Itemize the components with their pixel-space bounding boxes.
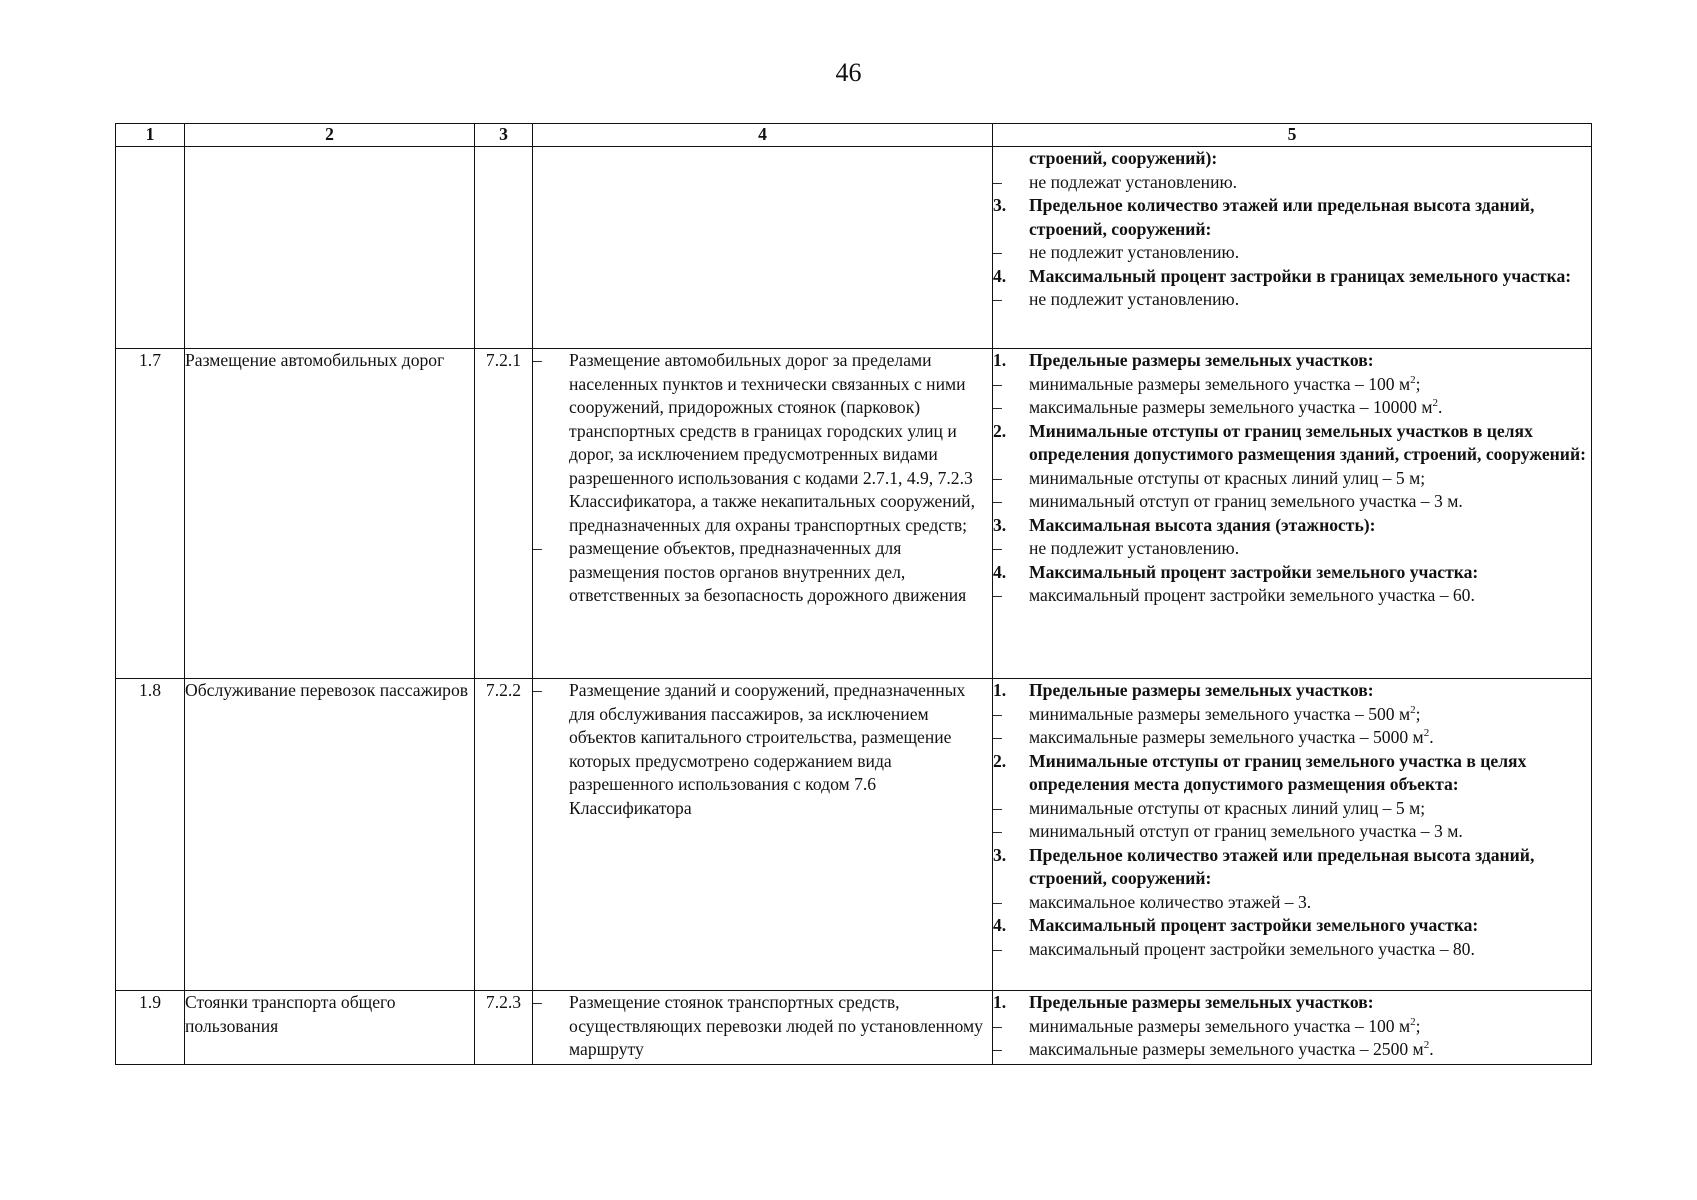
list-text: строений, сооружений):: [1029, 148, 1218, 168]
list-text: Максимальная высота здания (этажность):: [1029, 514, 1376, 535]
list-item: [993, 1015, 1591, 1039]
cell-name: [185, 147, 475, 349]
cell-name: Стоянки транспорта общего пользования: [185, 991, 475, 1065]
cell-num: 1.7: [116, 349, 185, 679]
table-row-continuation: [116, 147, 1592, 349]
cell-description: [533, 147, 993, 349]
list-text: минимальные размеры земельного участка – 100 $м^2$;: [1029, 1015, 1421, 1036]
list-item: [993, 396, 1591, 420]
list-marker: 4.: [993, 915, 1007, 935]
list-marker: –: [533, 350, 542, 370]
list-text: Максимальный процент застройки в границах земельного участка:: [1029, 265, 1572, 286]
list-text: Предельное количество этажей или предельная высота зданий, строений, сооружений:: [1029, 844, 1535, 888]
list-marker: –: [993, 703, 1002, 724]
list-marker: –: [993, 1015, 1002, 1036]
table-row: [116, 349, 1592, 679]
list-marker: 3.: [993, 514, 1007, 535]
list-text: максимальный процент застройки земельного участка – 60.: [1029, 585, 1475, 605]
table-row: [116, 679, 1592, 991]
list-text: не подлежит установлению.: [1029, 289, 1240, 309]
list-item: [993, 194, 1591, 241]
cell-parameters: [993, 147, 1592, 349]
list-item: [993, 241, 1591, 265]
list-text: Размещение автомобильных дорог за пределами населенных пунктов и технически связанных с ними сооружений, придорожных стоянок (парковок) транспортных средств в границах городских улиц и дорог, за исключением предусмотренных видами разрешенного использования с кодами 2.7.1, 4.9, 7.2.3 Классификатора, а также некапитальных сооружений, предназначенных для охраны транспортных средств;: [569, 350, 975, 535]
list-marker: –: [533, 992, 542, 1012]
list-item: [993, 288, 1591, 312]
list-text: максимальные размеры земельного участка – 10000 $м^2$.: [1029, 397, 1443, 417]
list-item: [533, 991, 992, 1062]
list-text: Предельные размеры земельных участков:: [1029, 680, 1374, 700]
list-text: максимальные размеры земельного участка – 2500 $м^2$.: [1029, 1039, 1434, 1059]
list-text: минимальный отступ от границ земельного участка – 3 м.: [1029, 491, 1463, 511]
list-marker: –: [533, 680, 542, 700]
list-item: [993, 584, 1591, 608]
list-item: [993, 490, 1591, 514]
list-text: Размещение зданий и сооружений, предназначенных для обслуживания пассажиров, за исключением объектов капитального строительства, размещение которых предусмотрено содержанием вида разрешенного использования с кодом 7.6 Классификатора: [569, 680, 966, 818]
list-item: [993, 750, 1591, 797]
list-item: [993, 373, 1591, 397]
list-marker: –: [993, 938, 1002, 959]
list-item: [993, 891, 1591, 915]
cell-description: [533, 349, 993, 679]
list-marker: –: [993, 538, 1002, 558]
list-item: [993, 147, 1591, 171]
list-text: не подлежат установлению.: [1029, 171, 1238, 192]
list-item: [993, 349, 1591, 373]
list-text: не подлежит установлению.: [1029, 242, 1240, 262]
list-text: Максимальный процент застройки земельного участка:: [1029, 561, 1479, 582]
list-marker: 1.: [993, 350, 1007, 370]
header-row: [116, 124, 1592, 147]
list-marker: 2.: [993, 750, 1007, 771]
regulations-table: [115, 123, 1592, 1065]
cell-code: 7.2.1: [475, 349, 533, 679]
list-text: максимальные размеры земельного участка – 5000 $м^2$.: [1029, 727, 1434, 747]
list-marker: –: [993, 727, 1002, 747]
list-marker: 1.: [993, 680, 1007, 700]
list-text: размещение объектов, предназначенных для размещения постов органов внутренних дел, ответственных за безопасность дорожного движения: [569, 538, 967, 605]
list-item: [993, 703, 1591, 727]
list-text: Предельные размеры земельных участков:: [1029, 992, 1374, 1012]
list-text: Максимальный процент застройки земельного участка:: [1029, 915, 1479, 935]
column-header-4: 4: [533, 124, 993, 147]
column-header-3: 3: [475, 124, 533, 147]
cell-code: 7.2.3: [475, 991, 533, 1065]
list-item: [993, 914, 1591, 938]
cell-name: Обслуживание перевозок пассажиров: [185, 679, 475, 991]
list-item: [993, 679, 1591, 703]
column-header-1: 1: [116, 124, 185, 147]
list-item: [993, 420, 1591, 467]
list-marker: 4.: [993, 265, 1007, 286]
cell-code: [475, 147, 533, 349]
list-marker: –: [993, 467, 1002, 488]
list-marker: –: [993, 821, 1002, 841]
list-marker: –: [993, 491, 1002, 511]
list-item: [993, 537, 1591, 561]
list-marker: –: [993, 585, 1002, 605]
list-text: минимальные размеры земельного участка – 500 $м^2$;: [1029, 703, 1421, 724]
cell-num: [116, 147, 185, 349]
list-marker: –: [993, 797, 1002, 818]
list-item: [993, 797, 1591, 821]
cell-code: 7.2.2: [475, 679, 533, 991]
column-header-2: 2: [185, 124, 475, 147]
list-text: минимальные отступы от красных линий улиц – 5 м;: [1029, 467, 1426, 488]
list-item: [993, 265, 1591, 289]
list-item: [993, 514, 1591, 538]
list-marker: –: [993, 289, 1002, 309]
cell-parameters: [993, 679, 1592, 991]
cell-parameters: [993, 349, 1592, 679]
list-item: [993, 171, 1591, 195]
list-text: Предельные размеры земельных участков:: [1029, 350, 1374, 370]
list-item: [993, 561, 1591, 585]
list-text: не подлежит установлению.: [1029, 538, 1240, 558]
list-text: минимальный отступ от границ земельного участка – 3 м.: [1029, 821, 1463, 841]
list-text: Минимальные отступы от границ земельных участков в целях определения допустимого размещения зданий, строений, сооружений:: [1029, 420, 1586, 464]
list-item: [993, 1038, 1591, 1062]
list-item: [533, 679, 992, 820]
column-header-5: 5: [993, 124, 1592, 147]
list-marker: –: [993, 242, 1002, 262]
list-item: [993, 844, 1591, 891]
cell-parameters: [993, 991, 1592, 1065]
list-text: максимальный процент застройки земельного участка – 80.: [1029, 938, 1475, 959]
cell-description: [533, 991, 993, 1065]
list-item: [993, 938, 1591, 962]
list-text: Предельное количество этажей или предельная высота зданий, строений, сооружений:: [1029, 195, 1535, 239]
list-item: [533, 537, 992, 608]
list-marker: –: [993, 1039, 1002, 1059]
list-item: [993, 820, 1591, 844]
list-marker: –: [993, 891, 1002, 912]
page-number: 46: [835, 58, 862, 87]
list-marker: –: [993, 397, 1002, 417]
list-text: Минимальные отступы от границ земельного участка в целях определения места допустимого размещения объекта:: [1029, 750, 1527, 794]
list-marker: 2.: [993, 420, 1007, 441]
list-text: минимальные размеры земельного участка – 100 $м^2$;: [1029, 373, 1421, 394]
cell-description: [533, 679, 993, 991]
list-item: [533, 349, 992, 537]
list-item: [993, 991, 1591, 1015]
list-marker: 4.: [993, 561, 1007, 582]
list-marker: –: [533, 538, 542, 558]
list-marker: 1.: [993, 992, 1007, 1012]
list-marker: –: [993, 171, 1002, 192]
list-item: [993, 467, 1591, 491]
cell-num: 1.8: [116, 679, 185, 991]
list-text: максимальное количество этажей – 3.: [1029, 891, 1312, 912]
list-marker: –: [993, 373, 1002, 394]
list-marker: 3.: [993, 195, 1007, 215]
list-item: [993, 726, 1591, 750]
cell-num: 1.9: [116, 991, 185, 1065]
list-marker: 3.: [993, 844, 1007, 865]
cell-name: Размещение автомобильных дорог: [185, 349, 475, 679]
list-text: Размещение стоянок транспортных средств, осуществляющих перевозки людей по установленному маршруту: [569, 992, 983, 1059]
list-marker: [993, 147, 1029, 171]
table-row: [116, 991, 1592, 1065]
list-text: минимальные отступы от красных линий улиц – 5 м;: [1029, 797, 1426, 818]
